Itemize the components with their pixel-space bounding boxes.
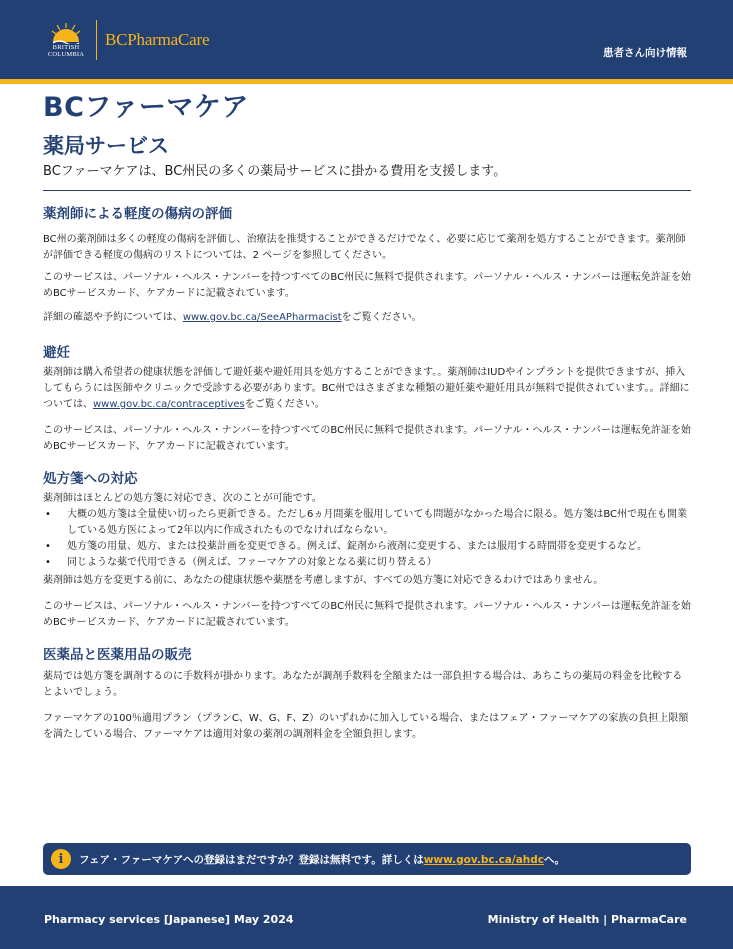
section-sales [43, 646, 691, 743]
text: 詳細の確認や予約については、 [43, 312, 183, 323]
see-a-pharmacist-link[interactable]: www.gov.bc.ca/SeeAPharmacist [182, 312, 342, 323]
bc-logo-mark [44, 22, 88, 58]
info-icon: i [51, 849, 71, 869]
sun-icon [51, 22, 81, 44]
text: 薬剤師は購入希望者の健康状態を評価して避妊薬や避妊用具を処方することができます。。薬剤師はIUDやインプラントを提供できますが、挿入してもらうには医師やクリニックで受診する必要があります。BC州ではさまざまな種類の避妊薬や避妊用具が無料で提供されています。。詳細については、 [43, 367, 690, 410]
paragraph: このサービスは、パーソナル・ヘルス・ナンバーを持つすべてのBC州民に無料で提供されます。パーソナル・ヘルス・ナンバーは運転免許証を始めBCサービスカード、ケアカードに記載されています。 [43, 425, 691, 452]
paragraph: 薬剤師は処方を変更する前に、あなたの健康状態や薬歴を考慮しますが、すべての処方箋に対応できるわけではありません。 [43, 575, 604, 586]
footer-ministry-label: Ministry of Health | PharmaCare [487, 913, 687, 926]
contraceptives-link[interactable]: www.gov.bc.ca/contraceptives [93, 399, 245, 410]
paragraph [43, 365, 691, 413]
logo-text-columbia: COLUMBIA [47, 51, 85, 58]
main-content [43, 90, 691, 743]
section-heading: 処方箋への対応 [43, 471, 138, 487]
section-heading: 避妊 [43, 345, 70, 361]
paragraph: ファーマケアの100％適用プラン（プランC、W、G、F、Z）のいずれかに加入している場合、またはフェア・ファーマケアの家族の負担上限額を満たしている場合、ファーマケアは適用対象の薬剤の調剤料金を全額負担します。 [43, 713, 689, 740]
paragraph: 薬局では処方箋を調剤するのに手数料が掛かります。あなたが調剤手数料を全額または一部負担する場合は、あちこちの薬局の料金を比較するとよいでしょう。 [43, 671, 683, 698]
ahdc-link[interactable]: www.gov.bc.ca/ahdc [423, 853, 545, 866]
page-footer [0, 886, 733, 949]
patient-info-label: 患者さん向け情報 [603, 47, 687, 59]
list-item: • 大概の処方箋は全量使い切ったら更新できる。ただし6ヵ月間薬を服用していても問題がなかった場合に限る。処方箋はBC州で現在も開業している処方医によって2年以内に作成されたものでなければならない。 [43, 507, 691, 539]
logo-divider [96, 20, 97, 60]
section-heading: 医薬品と医薬用品の販売 [43, 647, 192, 663]
paragraph: 薬剤師はほとんどの処方箋に対応でき、次のことが可能です。 [43, 493, 322, 504]
text: をご覧ください。 [244, 399, 325, 410]
logo-text-british: BRITISH [52, 44, 80, 51]
header-accent-bar [0, 79, 733, 84]
section-minor-ailments [43, 205, 691, 326]
page-intro: BCファーマケアは、BC州民の多くの薬局サービスに掛かる費用を支援します。 [43, 164, 507, 179]
list-item: • 同じような薬で代用できる（例えば、ファーマケアの対象となる薬に切り替える） [43, 555, 691, 571]
text: へ。 [544, 853, 566, 866]
brand-name: BCPharmaCare [105, 30, 210, 49]
section-prescriptions [43, 470, 691, 631]
paragraph: BC州の薬剤師は多くの軽度の傷病を評価し、治療法を推奨することができるだけでなく、必要に応じて薬剤を処方することができます。薬剤師が評価できる軽度の傷病のリストについては、2 ページを参照してください。 [43, 234, 686, 261]
text: をご覧ください。 [341, 312, 422, 323]
divider [43, 190, 691, 191]
page-title: BCファーマケア [43, 92, 249, 123]
page-header [0, 0, 733, 79]
footer-document-label: Pharmacy services [Japanese] May 2024 [44, 913, 294, 926]
page-subtitle: 薬局サービス [43, 134, 169, 158]
paragraph: このサービスは、パーソナル・ヘルス・ナンバーを持つすべてのBC州民に無料で提供されます。パーソナル・ヘルス・ナンバーは運転免許証を始めBCサービスカード、ケアカードに記載されています。 [43, 601, 691, 628]
bc-pharmacare-logo[interactable] [44, 18, 209, 62]
info-banner-text [79, 852, 565, 867]
section-heading: 薬剤師による軽度の傷病の評価 [43, 206, 232, 222]
section-contraception [43, 344, 691, 455]
paragraph [43, 310, 691, 326]
list-item: • 処方箋の用量、処方、または投薬計画を変更できる。例えば、錠剤から液剤に変更する、または服用する時間帯を変更するなど。 [43, 539, 691, 555]
info-banner [43, 843, 691, 875]
text: フェア・ファーマケアへの登録はまだですか？登録は無料です。詳しくは [79, 853, 424, 866]
bullet-list [43, 507, 691, 571]
paragraph: このサービスは、パーソナル・ヘルス・ナンバーを持つすべてのBC州民に無料で提供されます。パーソナル・ヘルス・ナンバーは運転免許証を始めBCサービスカード、ケアカードに記載されています。 [43, 272, 691, 299]
